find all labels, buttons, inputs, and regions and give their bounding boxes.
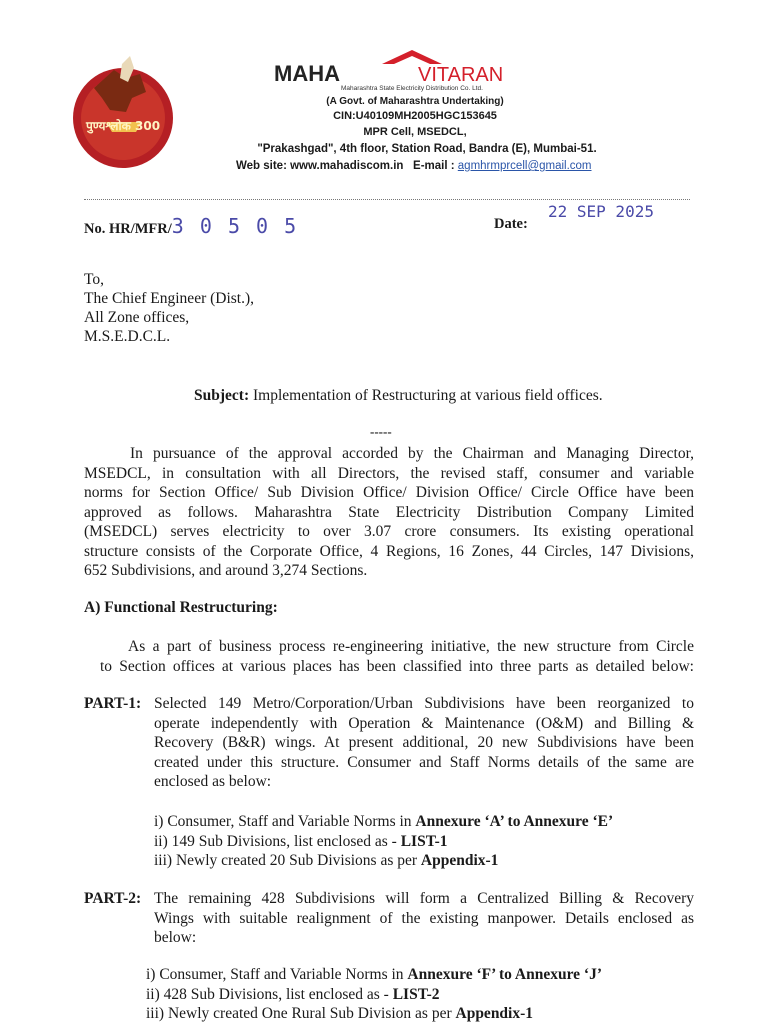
part-2-label: PART-2: bbox=[84, 890, 142, 907]
intro-line: structure consists of the Corporate Office, 4 Regions, 16 Zones, 44 Circles, 147 Divisions, bbox=[84, 542, 694, 560]
section-a-paragraph bbox=[100, 637, 694, 676]
address-line-2: All Zone offices, bbox=[84, 309, 190, 326]
intro-line: (MSEDCL) serves electricity to over 3.07 crore consumers. Its existing operational bbox=[84, 523, 694, 540]
cin-number: CIN:U40109MH2005HGC153645 bbox=[333, 110, 497, 122]
list-item: i) Consumer, Staff and Variable Norms in Annexure ‘F’ to Annexure ‘J’ bbox=[146, 966, 603, 983]
part-2-line: The remaining 428 Subdivisions will form a Centralized Billing & Recovery bbox=[154, 890, 694, 907]
address-to: To, bbox=[84, 271, 105, 288]
part-2-paragraph bbox=[154, 889, 694, 948]
list-item: iii) Newly created 20 Sub Divisions as per Appendix-1 bbox=[154, 852, 499, 869]
part-1-line: created under this structure. Consumer and Staff Norms details of the same are bbox=[154, 753, 694, 771]
part-2-line: below: bbox=[154, 929, 197, 946]
subject-text: Implementation of Restructuring at various field offices. bbox=[249, 387, 603, 404]
intro-line: MSEDCL, in consultation with all Directors, the revised staff, consumer and variable bbox=[84, 464, 694, 482]
list-item: ii) 428 Sub Divisions, list enclosed as - LIST-2 bbox=[146, 985, 440, 1003]
date-stamp: 22 SEP 2025 bbox=[548, 202, 654, 221]
reference-label: No. HR/MFR/ bbox=[84, 221, 172, 237]
list-item: ii) 149 Sub Divisions, list enclosed as - LIST-1 bbox=[154, 832, 448, 850]
emblem-caption: पुण्यश्लोक 300 bbox=[85, 119, 161, 133]
subject-divider: ----- bbox=[370, 424, 392, 439]
part-1-line: operate independently with Operation & Maintenance (O&M) and Billing & bbox=[154, 714, 694, 732]
section-a-heading: A) Functional Restructuring: bbox=[84, 599, 278, 616]
intro-line: approved as follows. Maharashtra State Electricity Distribution Company Limited bbox=[84, 503, 694, 521]
office-address: "Prakashgad", 4th floor, Station Road, Bandra (E), Mumbai-51. bbox=[257, 143, 597, 155]
reference-stamp: 3 0 5 0 5 bbox=[171, 214, 299, 238]
part-1-label: PART-1: bbox=[84, 695, 142, 712]
cell-name: MPR Cell, MSEDCL, bbox=[363, 126, 467, 138]
header-divider bbox=[84, 199, 690, 200]
mahavitaran-logo bbox=[272, 44, 552, 92]
brand-maha: MAHA bbox=[274, 61, 340, 86]
address-line-1: The Chief Engineer (Dist.), bbox=[84, 290, 255, 307]
brand-subtitle: Maharashtra State Electricity Distribution Co. Ltd. bbox=[341, 85, 483, 92]
part-1-line: Selected 149 Metro/Corporation/Urban Subdivisions have been reorganized to bbox=[154, 695, 694, 712]
brand-vitaran: VITARAN bbox=[418, 64, 504, 86]
part-2-list bbox=[146, 965, 694, 1024]
contact-line bbox=[236, 160, 636, 172]
subject-line bbox=[194, 386, 603, 405]
intro-line: In pursuance of the approval accorded by the Chairman and Managing Director, bbox=[130, 445, 694, 462]
list-item: i) Consumer, Staff and Variable Norms in Annexure ‘A’ to Annexure ‘E’ bbox=[154, 813, 614, 830]
intro-paragraph bbox=[84, 444, 694, 581]
part-1-list bbox=[154, 812, 694, 871]
section-a-line: to Section offices at various places has been classified into three parts as detailed below: bbox=[100, 657, 694, 675]
address-line-3: M.S.E.D.C.L. bbox=[84, 328, 171, 345]
part-2-line: Wings with suitable realignment of the existing manpower. Details enclosed as bbox=[154, 909, 694, 927]
date-label: Date: bbox=[494, 216, 528, 232]
website: Web site: www.mahadiscom.in bbox=[236, 160, 404, 172]
email-label: E-mail : bbox=[413, 160, 455, 172]
govt-undertaking: (A Govt. of Maharashtra Undertaking) bbox=[326, 96, 504, 107]
list-item: iii) Newly created One Rural Sub Division as per Appendix-1 bbox=[146, 1005, 534, 1022]
reference-number bbox=[84, 214, 298, 238]
part-1-line: Recovery (B&R) wings. At present additional, 20 new Subdivisions have been bbox=[154, 734, 694, 751]
subject-label: Subject: bbox=[194, 387, 250, 404]
email-link[interactable]: agmhrmprcell@gmail.com bbox=[457, 160, 592, 172]
part-1-line: enclosed as below: bbox=[154, 773, 272, 790]
section-a-line: As a part of business process re-engineering initiative, the new structure from Circle bbox=[128, 638, 694, 655]
intro-line: 652 Subdivisions, and around 3,274 Sections. bbox=[84, 562, 368, 579]
emblem-logo bbox=[66, 48, 184, 170]
intro-line: norms for Section Office/ Sub Division Office/ Division Office/ Circle Office have been bbox=[84, 484, 694, 501]
part-1-paragraph bbox=[154, 694, 694, 792]
